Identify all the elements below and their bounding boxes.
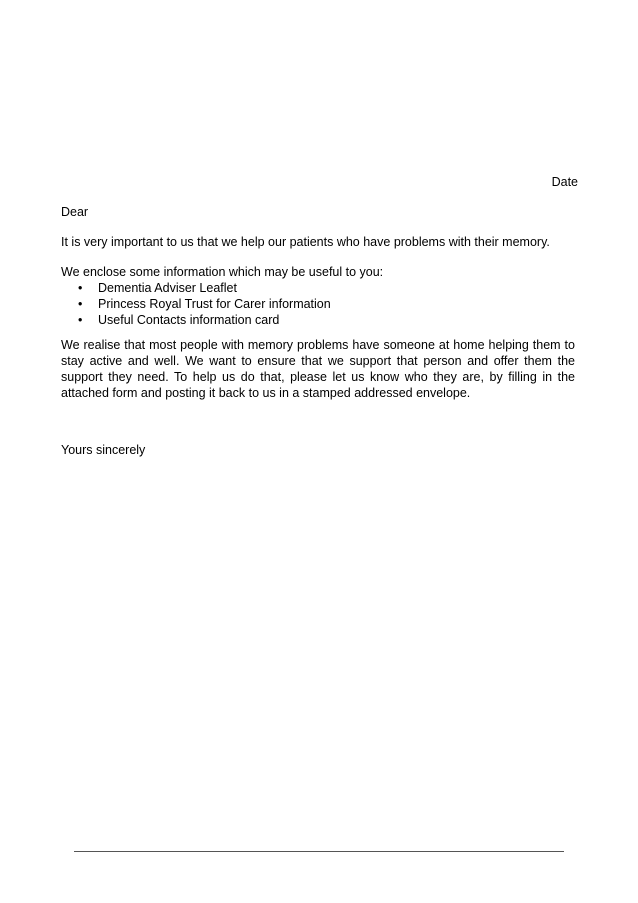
- list-item: [61, 280, 581, 296]
- intro-paragraph: It is very important to us that we help our patients who have problems with their memory.: [61, 235, 550, 249]
- bullet-icon: •: [78, 313, 83, 327]
- enclosures-intro: We enclose some information which may be useful to you:: [61, 265, 384, 279]
- list-item: [61, 296, 581, 312]
- enclosure-label: Princess Royal Trust for Carer information: [98, 297, 331, 311]
- bullet-icon: •: [78, 297, 83, 311]
- enclosures-section: [61, 264, 581, 328]
- enclosure-label: Useful Contacts information card: [98, 313, 280, 327]
- letter-date: Date: [551, 175, 578, 189]
- enclosure-label: Dementia Adviser Leaflet: [98, 281, 237, 295]
- letter-salutation: Dear: [61, 205, 89, 219]
- bullet-icon: •: [78, 281, 83, 295]
- list-item: [61, 312, 581, 328]
- support-paragraph: We realise that most people with memory problems have someone at home helping them to stay active and well. We want to ensure that we support that person and offer them the support they need. To help us do that, please let us know who they are, by filling in the attached form and posting it back to us in a stamped addressed envelope.: [61, 338, 575, 400]
- footer-divider: [74, 851, 564, 852]
- letter-signoff: Yours sincerely: [61, 443, 146, 457]
- enclosures-list: [61, 280, 581, 328]
